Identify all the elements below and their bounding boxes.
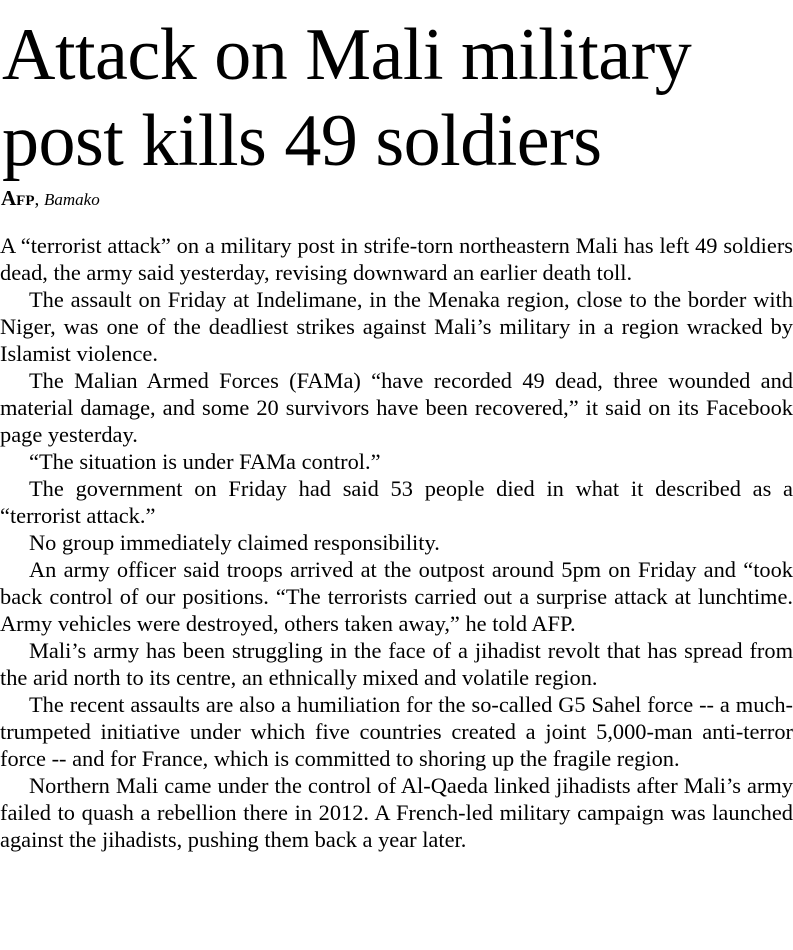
byline-agency: Afp xyxy=(1,186,35,210)
article-paragraph: Mali’s army has been struggling in the face of a jihadist revolt that has spread from the arid north to its centre, an ethnically mixed and volatile region. xyxy=(0,638,793,690)
byline xyxy=(1,186,793,212)
article-paragraph: An army officer said troops arrived at the outpost around 5pm on Friday and “took back control of our positions. “The terrorists carried out a surprise attack at lunchtime. Army vehicles were destroyed, others taken away,” he told AFP. xyxy=(0,557,793,636)
headline-line-2: post kills 49 soldiers xyxy=(2,100,602,182)
headline-line-1: Attack on Mali military xyxy=(2,14,692,96)
byline-place: Bamako xyxy=(44,190,100,209)
article-paragraph: No group immediately claimed responsibility. xyxy=(29,530,440,555)
article-paragraph: A “terrorist attack” on a military post in strife-torn northeastern Mali has left 49 soldiers dead, the army said yesterday, revising downward an earlier death toll. xyxy=(0,233,793,285)
article-paragraph: “The situation is under FAMa control.” xyxy=(29,449,381,474)
article-paragraph: Northern Mali came under the control of Al-Qaeda linked jihadists after Mali’s army failed to quash a rebellion there in 2012. A French-led military campaign was launched against the jihadists, pushing them back a year later. xyxy=(0,773,793,852)
article-body xyxy=(0,232,793,853)
article-paragraph: The Malian Armed Forces (FAMa) “have recorded 49 dead, three wounded and material damage, and some 20 survivors have been recovered,” it said on its Facebook page yesterday. xyxy=(0,368,793,447)
article-paragraph: The recent assaults are also a humiliation for the so-called G5 Sahel force -- a much-trumpeted initiative under which five countries created a joint 5,000-man anti-terror force -- and for France, which is committed to shoring up the fragile region. xyxy=(0,692,793,771)
headline xyxy=(0,0,793,184)
byline-separator: , xyxy=(34,189,44,210)
article-paragraph: The government on Friday had said 53 people died in what it described as a “terrorist attack.” xyxy=(0,476,793,528)
article-paragraph: The assault on Friday at Indelimane, in the Menaka region, close to the border with Niger, was one of the deadliest strikes against Mali’s military in a region wracked by Islamist violence. xyxy=(0,287,793,366)
